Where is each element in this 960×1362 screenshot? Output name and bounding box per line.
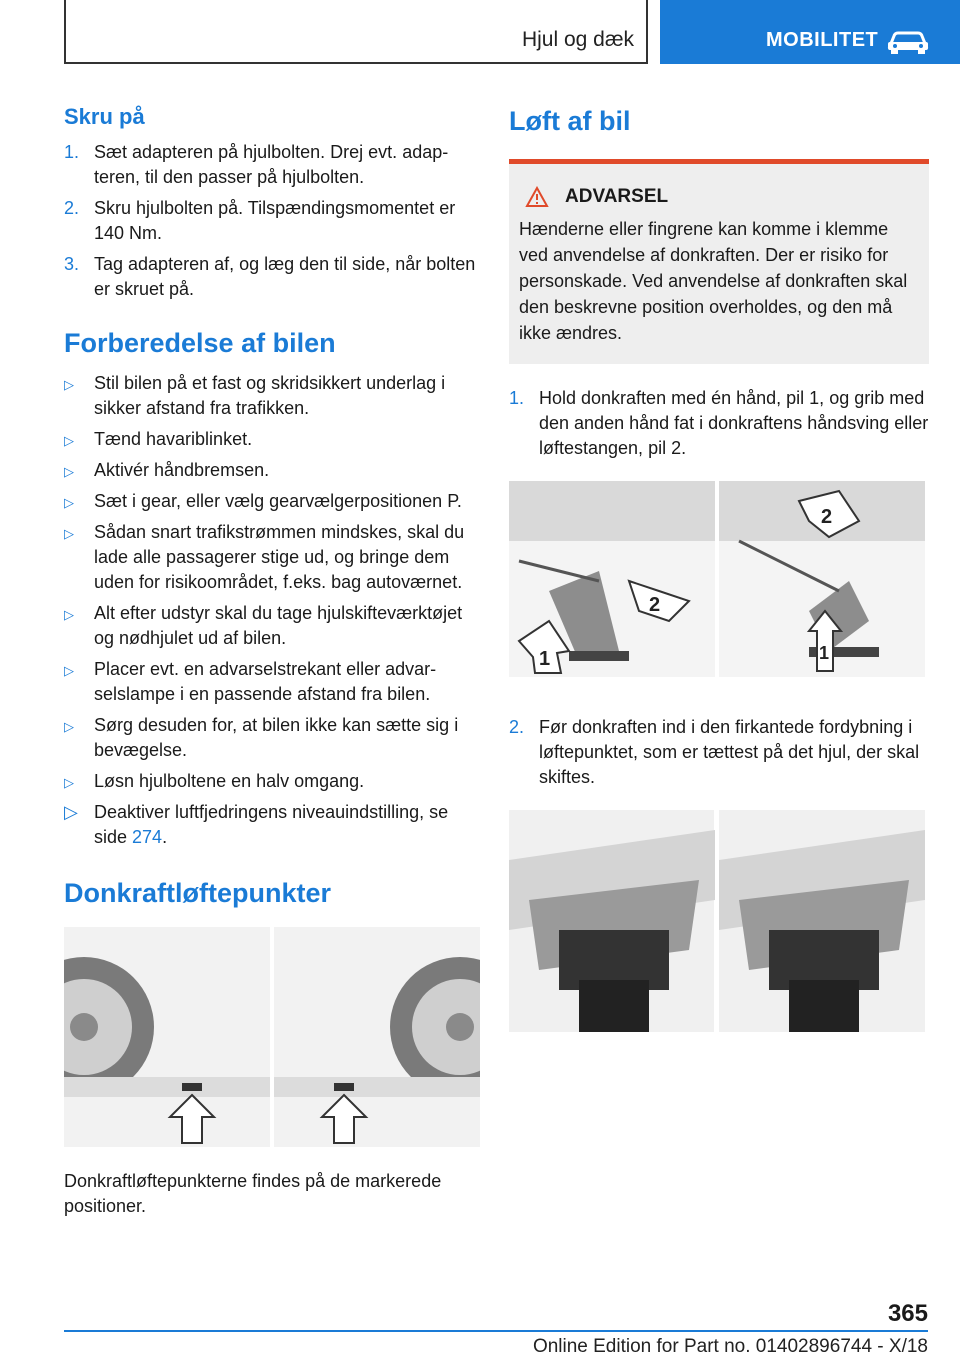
list-item [64,657,480,707]
arrow-label-1b: 1 [819,643,830,663]
list-item [64,769,480,794]
section-title: Hjul og dæk [521,28,634,51]
bullet-marker: ▷ [64,526,74,541]
bullet-marker: ▷ [64,433,74,448]
bullet-marker: ▷ [64,775,74,790]
chapter-title: MOBILITET [766,29,879,51]
edition-note: Online Edition for Part no. 01402896744 - X/18 [532,1336,928,1357]
step-number: 3. [64,254,80,274]
warning-box [509,159,929,364]
heading-donkraftloeftepunkter: Donkraftløftepunkter [64,878,332,908]
arrow-label-1: 1 [539,648,551,670]
figure-caption: Donkraftløftepunkterne findes på de markerede positioner. [64,1171,442,1216]
step-text: Skru hjulbolten på. Tilspændingsmomentet er 140 Nm. [94,198,456,243]
bullet-marker: ▷ [64,464,74,479]
page-number: 365 [887,1300,928,1327]
jack-handling-figure [509,481,925,677]
lift-point-insert-figure [509,810,925,1032]
step-item [509,386,929,461]
section-tab [64,0,648,64]
item-text: Tænd havariblinket. [94,429,253,449]
jack-handling-illustration [509,481,925,677]
step-text: Hold donkraften med én hånd, pil 1, og grib med den anden hånd fat i donkraftens håndsving eller løftestangen, pil 2. [539,388,929,458]
item-text: Sæt i gear, eller vælg gearvælgerpositionen P. [94,491,462,511]
arrow-label-2: 2 [649,594,661,616]
skru-steps-list [64,140,480,302]
bullet-marker: ▷ [64,719,74,734]
step-number: 1. [64,142,80,162]
step-number: 2. [64,198,80,218]
list-item [64,458,480,483]
left-column [64,100,480,1219]
heading-forberedelse: Forberedelse af bilen [64,328,336,358]
bullet-marker: ▷ [64,377,74,392]
item-text: Sørg desuden for, at bilen ikke kan sætte sig i bevægelse. [94,715,459,760]
warning-header [519,186,919,208]
item-text: Stil bilen på et fast og skridsikkert underlag i sikker afstand fra trafikken. [94,373,446,418]
page-header [0,0,960,66]
arrow-label-2b: 2 [821,506,833,528]
step-item [64,196,480,246]
footer-rule [64,1330,928,1332]
bullet-marker: ▷ [64,802,78,822]
item-text: Alt efter udstyr skal du tage hjulskifteværktøjet og nødhjulet ud af bilen. [94,603,463,648]
item-end: . [162,827,168,847]
forberedelse-list [64,371,480,794]
item-text: Sådan snart trafikstrømmen mindskes, skal du lade alle passagerer stige ud, og bringe dem uden for risikoområdet, f.eks. bag autoværnet. [94,522,465,592]
warning-title: ADVARSEL [565,186,669,207]
lift-point-insert-illustration [509,810,925,1032]
step-number: 2. [509,717,525,737]
warning-text: Hænderne eller fingrene kan komme i klemme ved anvendelse af donkraften. Der er risiko for personskade. Ved anvendelse af donkraften skal den beskrevne position overholdes, og den må ikke ændres. [519,219,908,343]
page-link[interactable]: 274 [132,827,163,847]
chapter-tab [660,0,960,64]
item-text: Placer evt. en advarselstrekant eller advarselslampe i en passende afstand fra bilen. [94,659,437,704]
car-icon [886,30,930,54]
step-text: Sæt adapteren på hjulbolten. Drej evt. adapteren, til den passer på hjulbolten. [94,142,449,187]
list-item [64,489,480,514]
lift-points-illustration [64,927,480,1147]
step-text: Tag adapteren af, og læg den til side, når bolten er skruet på. [94,254,476,299]
step-item [64,140,480,190]
bullet-marker: ▷ [64,607,74,622]
bullet-marker: ▷ [64,663,74,678]
lift-points-figure [64,927,480,1147]
warning-triangle-icon [525,186,549,208]
step-text: Før donkraften ind i den firkantede fordybning i løftepunktet, som er tættest på det hjul, der skal skiftes. [539,717,920,787]
step-number: 1. [509,388,525,408]
list-item [64,800,480,850]
list-item [64,371,480,421]
step-item [64,252,480,302]
step-item [509,715,929,790]
item-text: Løsn hjulboltene en halv omgang. [94,771,365,791]
bullet-marker: ▷ [64,495,74,510]
list-item [64,601,480,651]
list-item [64,520,480,595]
heading-skru-paa: Skru på [64,104,145,129]
heading-loeft-af-bil: Løft af bil [509,106,631,136]
right-column [509,100,929,1032]
list-item [64,427,480,452]
list-item [64,713,480,763]
item-text: Aktivér håndbremsen. [94,460,270,480]
item-text: Deaktiver luftfjedringens niveauindstilling, se side [94,802,449,847]
